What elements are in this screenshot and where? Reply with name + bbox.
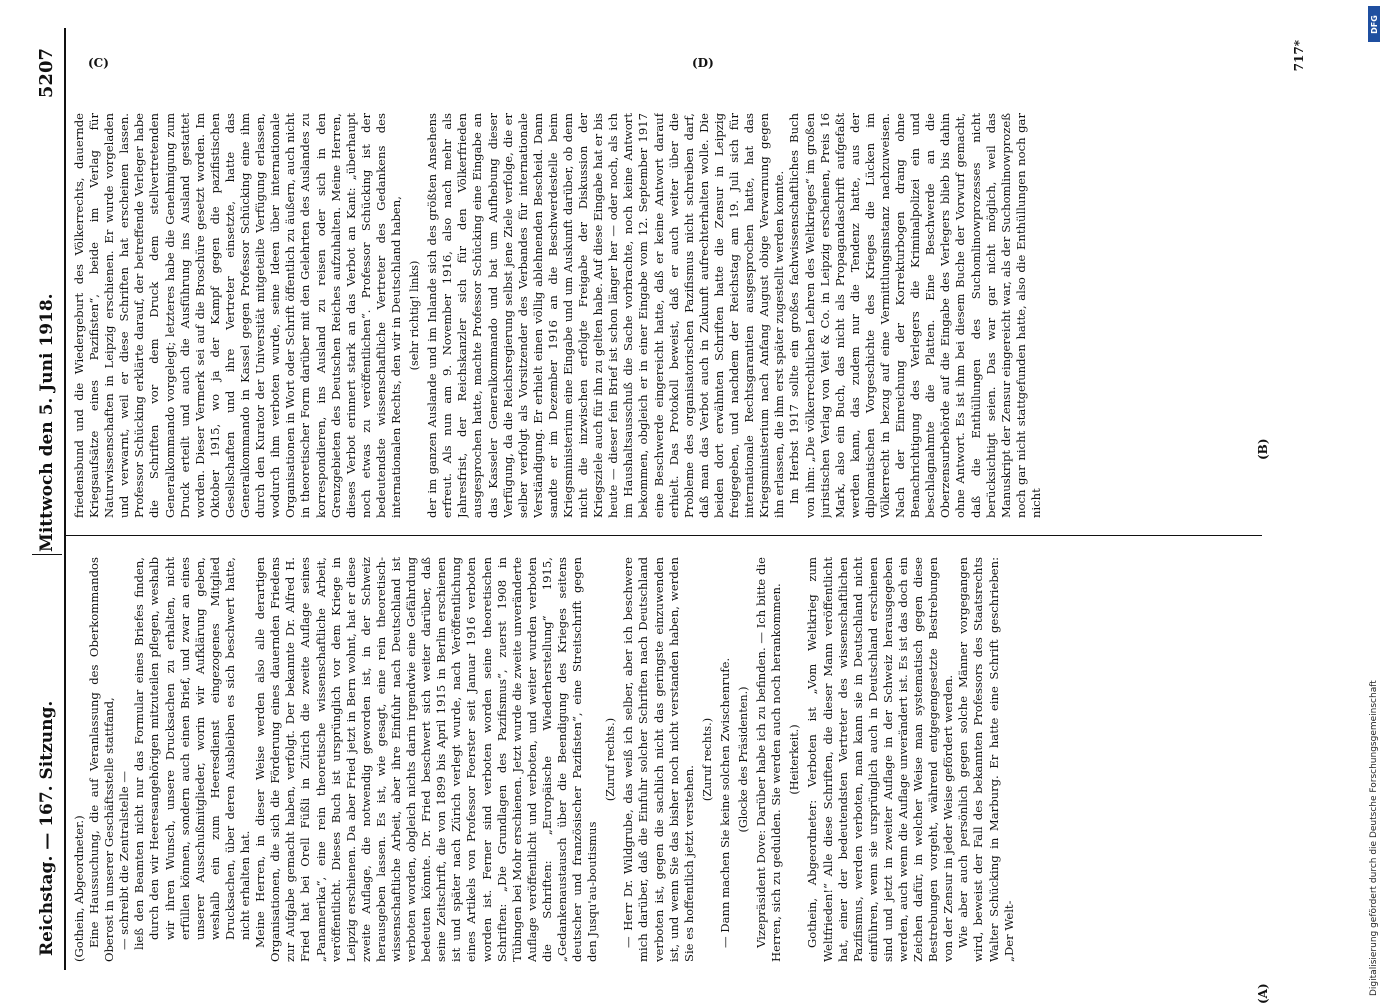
margin-marker-a: (A) — [1256, 983, 1270, 1004]
left-column-paragraph: — Dann machen Sie keine solchen Zwischenrufe. — [717, 657, 732, 948]
right-column — [72, 113, 1262, 518]
credit-strip — [1367, 4, 1381, 996]
left-column-paragraph: Meine Herren, in dieser Weise werden also alle derartigen Organisationen, die sich die Förderung eines dauernden Friedens zur Aufgabe gemacht haben, verfolgt. Der bekannte Dr. Alfred H. Fried hat bei Orell Füßli in Zürich die zweite Auflage seines „Panamerika“, eine rein theoretische wissenschaftliche Arbeit, veröffentlicht. Dieses Buch ist ursprünglich vor dem Kriege in Leipzig erschienen. Da aber Fried jetzt in Bern wohnt, hat er diese zweite Auflage, die notwendig geworden ist, in der Schweiz herausgeben lassen. Es ist, wie gesagt, eine rein theoretisch-wissenschaftliche Arbeit, aber ihre Einfuhr nach Deutschland ist verboten worden, obgleich nichts darin irgendwie eine Gefährdung bedeuten könnte. Dr. Fried beschwert sich weiter darüber, daß seine Zeitschrift, die von 1899 bis April 1915 in Berlin erschienen ist und später nach Zürich verlegt wurde, nach Veröffentlichung eines Artikels von Professor Foerster seit Januar 1916 verboten worden ist. Ferner sind verboten worden seine theoretischen Schriften: „Die Grundlagen des Pazifismus“, zuerst 1908 in Tübingen bei Mohr erschienen. Jetzt wurde die zweite unveränderte Auflage veröffentlicht und verboten, und weiter wurden verboten die Schriften: „Europäische Wiederherstellung“ 1915, „Gedankenaustausch über die Beendigung des Krieges seitens deutscher und französischer Pazifisten“, eine Streitschrift gegen den Jusqu'au-boutismus — [253, 557, 600, 962]
header-session: Reichstag. — 167. Sitzung. — [37, 700, 57, 956]
left-column-paragraph: (Heiterkeit.) — [788, 724, 802, 795]
left-column-paragraph: (Zuruf rechts.) — [604, 717, 618, 802]
column-rule — [66, 535, 1262, 536]
margin-marker-d: (D) — [692, 56, 714, 70]
left-column-paragraph: Gothein, Abgeordneter: Verboten ist „Vom Weltkrieg zum Weltfrieden!“ Alle diese Schriften, die dieser Mann veröffentlicht hat, einer der bedeutendsten Vertreter des wissenschaftlichen Pazifismus, werden verboten, man kann sie in Deutschland nicht einführen, wenn sie ursprünglich auch in Deutschland erschienen sind und jetzt in zweiter Auflage in der Schweiz herausgegeben werden, auch wenn die Auflage unverändert ist. Es ist das doch ein Zeichen dafür, in welcher Weise man systematisch gegen diese Bestrebungen vorgeht, während entgegengesetzte Bestrebungen von der Zensur in jeder Weise gefördert werden. — [805, 557, 956, 962]
header-divider — [32, 554, 62, 555]
margin-marker-b: (B) — [1256, 438, 1270, 460]
right-column-paragraph: (sehr richtig! links) — [408, 260, 422, 371]
page-header — [30, 28, 66, 970]
left-column-paragraph: — Herr Dr. Wildgrube, das weiß ich selber, aber ich beschwere mich darüber, daß die Einfuhr solcher Schriften nach Deutschland verboten ist, gegen die sachlich nicht das geringste einzuwenden ist, und wenn Sie das bisher noch nicht verstanden haben, werden Sie es hoffentlich jetzt verstehen. — [621, 557, 696, 962]
margin-marker-c: (C) — [88, 56, 109, 70]
dfg-logo-text: DFG — [1369, 14, 1379, 34]
left-column-paragraph: Vizepräsident Dove: Darüber habe ich zu befinden. — Ich bitte die Herren, sich zu gedulden. Sie werden auch noch herankommen. — [754, 557, 784, 962]
left-column-paragraph: (Glocke des Präsidenten.) — [737, 686, 751, 833]
left-column-paragraph: — schreibt die Zentralstelle — — [117, 771, 132, 950]
left-column-paragraph: (Zuruf rechts.) — [700, 717, 714, 802]
right-column-paragraph: Im Herbst 1917 sollte ein großes fachwissenschaftliches Buch von ihm: „Die völkerrechtlichen Lehren des Weltkrieges“ im großen juristischen Verlag von Veit & Co. in Leipzig erscheinen, Preis 16 Mark, also ein Buch, das nicht als Propagandaschrift aufgefaßt werden kann, das zudem nur die Tendenz hatte, aus der diplomatischen Vorgeschichte des Krieges die Lücken im Völkerrecht in bezug auf eine Vermittlungsinstanz nachzuweisen. Nach der Einreichung der Korrekturbogen drang ohne Benachrichtigung des Verlegers die Kriminalpolizei ein und beschlagnahmte die Platten. Eine Beschwerde an die Oberzensurbehörde auf die Eingabe des Verlegers blieb bis dahin ohne Antwort. Es ist ihm bei diesem Buche der Vorwurf gemacht, daß die Enthüllungen des Suchomlinowprozesses nicht berücksichtigt seien. Das war gar nicht möglich, weil das Manuskript der Zensur eingereicht war, als der Suchomlinowprozeß noch gar nicht stattgefunden hatte, also die Enthüllungen noch gar nicht — [787, 113, 1043, 518]
left-column-paragraph: ließ den Beamten nicht nur das Formular eines Briefes finden, durch den wir Heeresangehörigen mitzuteilen pflegen, weshalb wir ihren Wunsch, unsere Drucksachen zu erhalten, nicht erfüllen können, sondern auch einen Brief, und zwar an eines unserer Ausschußmitglieder, worin wir Aufklärung geben, weshalb ein zum Heeresdienst eingezogenes Mitglied Drucksachen, über deren Ausbleiben es sich beschwert hatte, nicht erhalten hat. — [132, 557, 253, 950]
left-column-paragraph: Eine Haussuchung, die auf Veranlassung des Oberkommandos Oberost in unserer Geschäftsstelle stattfand, — [87, 557, 117, 962]
header-page-number: 5207 — [36, 48, 57, 99]
right-column-paragraph: friedensbund und die Wiedergeburt des Völkerrechts, dauernde Kriegsaufsätze eines Pazifisten“, beide im Verlag für Naturwissenschaften in Leipzig erschienen. Er wurde vorgeladen und verwarnt, weil er diese Schriften hat erscheinen lassen. Professor Schücking erklärte darauf, der betreffende Verleger habe die Schriften vor dem Druck dem stellvertretenden Generalkommando vorgelegt; letzteres habe die Genehmigung zum Druck erteilt und auch die Ausführung ins Ausland gestattet worden. Dieser Vermerk sei auf die Broschüre gesetzt worden. Im Oktober 1915, wo ja der Kampf gegen die pazifistischen Gesellschaften und ihre Vertreter einsetzte, hatte das Generalkommando in Kassel gegen Professor Schücking eine ihm durch den Kurator der Universität mitgeteilte Verfügung erlassen, wodurch ihm verboten wurde, seine Ideen über internationale Organisationen in Wort oder Schrift öffentlich zu äußern, auch nicht in theoretischer Form darüber mit den Gelehrten des Auslandes zu korrespondieren, ins Ausland zu reisen oder sich in den Grenzgebieten des Deutschen Reiches aufzuhalten. Meine Herren, dieses Verbot erinnert stark an das Verbot an Kant: „überhaupt noch etwas zu veröffentlichen“. Professor Schücking ist der bedeutendste wissenschaftliche Vertreter des Gedankens des internationalen Rechts, den wir in Deutschland haben, — [72, 113, 403, 518]
text-columns — [66, 28, 1266, 970]
header-date: Mittwoch den 5. Juni 1918. — [37, 293, 57, 552]
footer-number: 717* — [1292, 40, 1306, 72]
left-column — [72, 557, 1262, 962]
right-column-paragraph: der im ganzen Auslande und im Inlande sich des größten Ansehens erfreut. Als nun am 9. November 1916, also nach mehr als Jahresfrist, der Reichskanzler sich für den Völkerfrieden ausgesprochen hatte, machte Professor Schücking eine Eingabe an das Kasseler Generalkommando und bat um Aufhebung dieser Verfügung, da die Reichsregierung selbst jene Ziele verfolge, die er selber verfolgt als Vorsitzender des Verbandes für internationale Verständigung. Er erhielt einen völlig ablehnenden Bescheid. Dann sandte er im Dezember 1916 an die Beschwerdestelle beim Kriegsministerium eine Eingabe und um Auskunft darüber, ob denn nicht die inzwischen erfolgte Freigabe der Diskussion der Kriegsziele auch für ihn zu gelten habe. Auf diese Eingabe hat er bis heute — dieser fein Brief ist schon länger her — oder noch, als ich im Haushaltsausschuß die Sache vorbrachte, noch keine Antwort bekommen, obgleich er in einer Eingabe vom 12. September 1917 eine Beschwerde eingereicht hatte, daß er keine Antwort darauf erhielt. Das Protokoll beweist, daß er auch weiter über die Probleme des organisatorischen Pazifismus nicht schreiben darf, daß man das Verbot auch in Zukunft aufrechterhalten wolle. Die beiden dort erwähnten Schriften hatte die Zensur in Leipzig freigegeben, und nachdem der Reichstag am 19. Juli sich für internationale Rechtsgarantien ausgesprochen hatte, hat das Kriegsministerium nach Anfang August obige Verwarnung gegen ihn erlassen, die ihm erst später zugestellt werden konnte. — [425, 113, 787, 518]
left-column-paragraph: Wie aber auch persönlich gegen solche Männer vorgegangen wird, beweist der Fall des bekannten Professors des Staatsrechts Walter Schücking in Marburg. Er hatte eine Schrift geschrieben: „Der Welt- — [956, 557, 1016, 962]
credit-text: Digitalisierung gefördert durch die Deutsche Forschungsgemeinschaft — [1369, 680, 1379, 996]
left-column-paragraph: (Gothein, Abgeordneter.) — [72, 815, 86, 962]
